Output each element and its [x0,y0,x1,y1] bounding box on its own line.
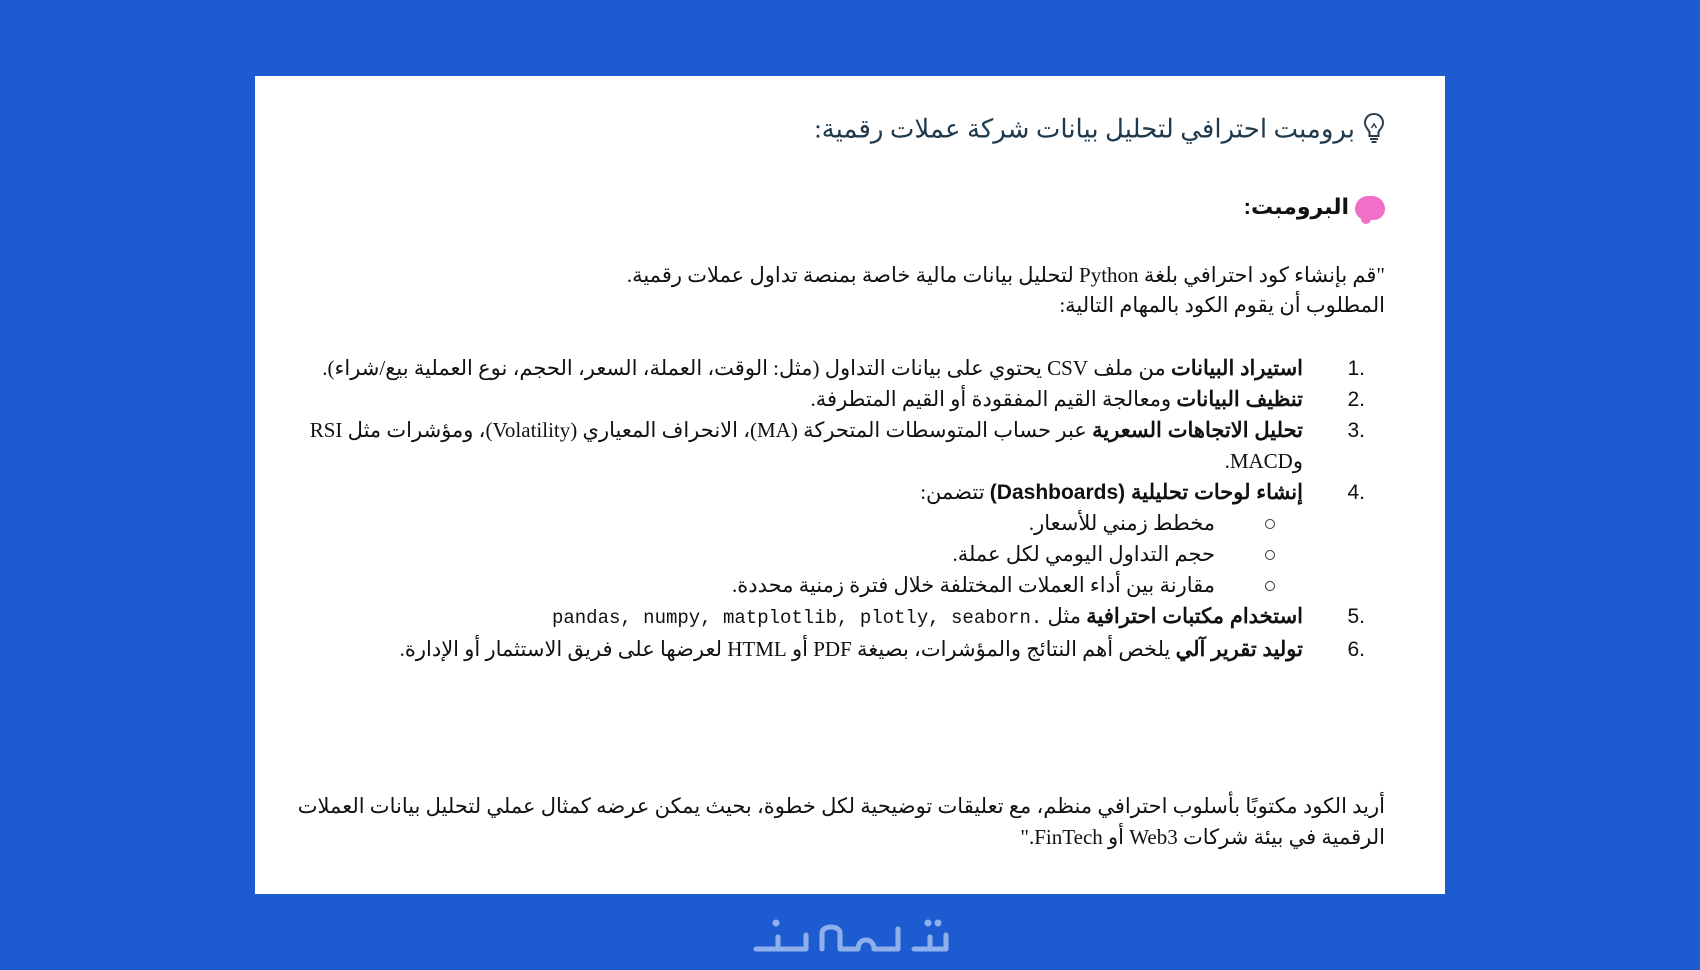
prompt-label-text: البرومبت: [1243,194,1349,219]
title-text: برومبت احترافي لتحليل بيانات شركة عملات رقمية: [814,114,1355,144]
task-text: يلخص أهم النتائج والمؤشرات، بصيغة PDF أو HTML لعرضها على فريق الاستثمار أو الإدارة. [399,637,1176,661]
task-item [285,601,1385,634]
task-number: 5. [1347,605,1365,628]
task-number: 3. [1347,419,1365,442]
task-item [285,415,1385,477]
task-item [285,634,1385,665]
khamsat-logo-mark [748,905,954,959]
task-heading: تحليل الاتجاهات السعرية [1092,419,1303,442]
intro [627,260,1385,320]
sub-item-text: مخطط زمني للأسعار. [1028,511,1215,535]
task-heading: تنظيف البيانات [1176,388,1303,411]
task-number: 4. [1347,481,1365,504]
circle-bullet-icon [1265,550,1275,560]
task-text: ومعالجة القيم المفقودة أو القيم المتطرفة. [810,387,1177,411]
libraries-list: pandas, numpy, matplotlib, plotly, seaborn. [551,607,1043,629]
task-heading: استيراد البيانات [1170,357,1303,380]
sub-item-text: حجم التداول اليومي لكل عملة. [952,542,1215,566]
circle-bullet-icon [1265,581,1275,591]
sub-item [285,508,1385,539]
task-number: 2. [1347,388,1365,411]
document-body [285,76,1385,894]
sub-item [285,539,1385,570]
outro-paragraph: أريد الكود مكتوبًا بأسلوب احترافي منظم، مع تعليقات توضيحية لكل خطوة، بحيث يمكن عرضه كمثال عملي لتحليل بيانات العملات الرقمية في بيئة شركات Web3 أو FinTech." [297,794,1385,849]
intro-line-2: المطلوب أن يقوم الكود بالمهام التالية: [1059,293,1385,317]
task-item [285,477,1385,508]
sub-item-text: مقارنة بين أداء العملات المختلفة خلال فترة زمنية محددة. [732,573,1215,597]
task-number: 1. [1347,357,1365,380]
prompt-label [1244,194,1385,220]
khamsat-logo [748,905,954,959]
document-card [255,76,1445,894]
lightbulb-icon [1363,112,1385,151]
task-item [285,384,1385,415]
circle-bullet-icon [1265,519,1275,529]
task-heading: استخدام مكتبات احترافية [1086,605,1303,628]
sub-item [285,570,1385,601]
intro-line-1: "قم بإنشاء كود احترافي بلغة Python لتحليل بيانات مالية خاصة بمنصة تداول عملات رقمية. [626,263,1385,287]
task-heading: توليد تقرير آلي [1175,638,1303,661]
task-text: عبر حساب المتوسطات المتحركة (MA)، الانحراف المعياري (Volatility)، ومؤشرات مثل RSI وMACD. [309,418,1303,473]
task-list [285,353,1385,665]
document-title [814,112,1385,151]
task-heading: إنشاء لوحات تحليلية (Dashboards) [989,481,1303,504]
brain-icon [1355,196,1385,220]
task-text: من ملف CSV يحتوي على بيانات التداول (مثل: الوقت، العملة، السعر، الحجم، نوع العملية بيع/شراء). [322,356,1171,380]
task-text: تتضمن: [920,480,990,504]
task-text: مثل [1042,604,1087,628]
task-item [285,353,1385,384]
task-number: 6. [1347,638,1365,661]
